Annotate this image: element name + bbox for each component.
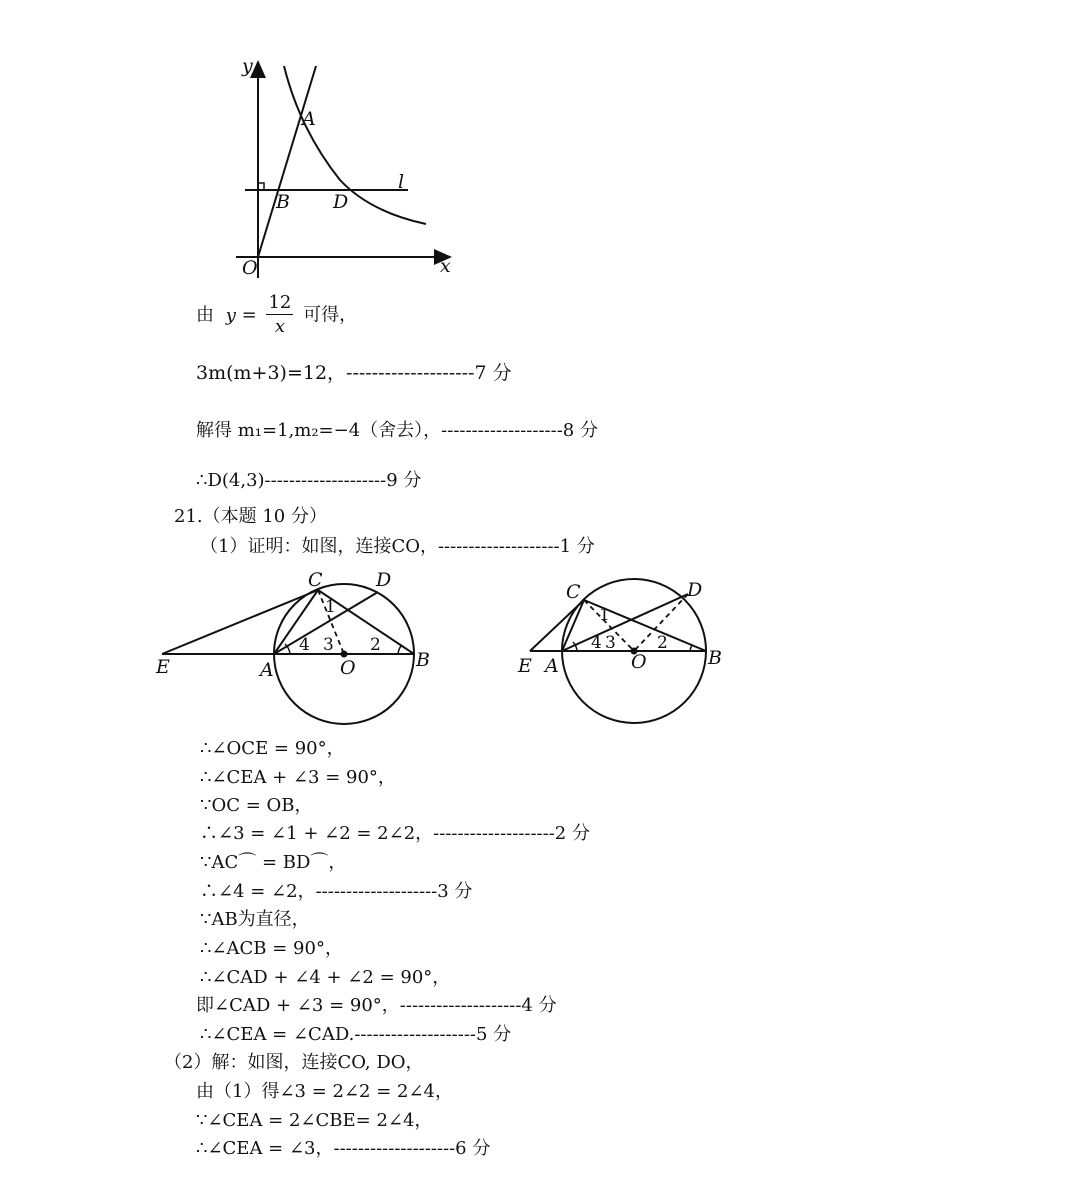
hyperbola-curve <box>284 66 426 224</box>
label-origin: O <box>242 257 258 279</box>
line-from-y-equals <box>196 292 357 339</box>
fig1-label-e: E <box>156 656 170 678</box>
proof-line-6: ∴∠4 = ∠2，--------------------3 分 <box>200 881 473 902</box>
text-can-get: 可得， <box>303 304 358 326</box>
question-21-heading: 21.（本题 10 分） <box>174 506 327 527</box>
proof-line-2: ∴∠CEA + ∠3 = 90°， <box>200 767 396 788</box>
proof-line-9: ∴∠CAD + ∠4 + ∠2 = 90°， <box>200 967 451 988</box>
fig2-angle-2: 2 <box>657 633 668 653</box>
equals-sign: = <box>241 304 257 326</box>
proof-line-3: ∵OC = OB， <box>200 795 313 816</box>
fig2-label-a: A <box>545 655 559 677</box>
fig1-label-b: B <box>416 649 430 671</box>
figure-2-circle <box>0 560 760 740</box>
label-y-axis: y <box>242 55 253 77</box>
fig1-angle-2: 2 <box>370 635 381 655</box>
solution-line-1: 由（1）得∠3 = 2∠2 = 2∠4， <box>196 1081 454 1102</box>
proof-line-10: 即∠CAD + ∠3 = 90°，--------------------4 分 <box>196 995 557 1016</box>
fraction-numerator: 12 <box>268 292 292 313</box>
fig1-angle-4: 4 <box>299 635 310 655</box>
label-x-axis: x <box>440 255 451 277</box>
proof-line-11: ∴∠CEA = ∠CAD.--------------------5 分 <box>200 1024 512 1045</box>
line-equation-3m: 3m(m+3)=12，--------------------7 分 <box>196 362 512 384</box>
coordinate-graph <box>0 0 1080 290</box>
proof-line-8: ∴∠ACB = 90°， <box>200 938 343 959</box>
fig2-label-c: C <box>566 581 581 603</box>
fig1-label-d: D <box>376 569 392 591</box>
label-line-l: l <box>398 171 405 193</box>
label-point-a: A <box>302 108 316 130</box>
fraction-denominator: x <box>274 316 285 337</box>
proof-line-4: ∴∠3 = ∠1 + ∠2 = 2∠2，--------------------2 分 <box>200 823 590 844</box>
fig1-label-o: O <box>340 657 356 679</box>
fig2-angle-4: 4 <box>591 633 602 653</box>
part-1-heading: （1）证明：如图，连接CO，--------------------1 分 <box>200 536 595 557</box>
var-y: y <box>225 304 236 326</box>
fig2-angle-3: 3 <box>605 633 616 653</box>
fraction-12-over-x <box>266 292 293 339</box>
line-therefore-d: ∴D(4,3)--------------------9 分 <box>196 470 422 491</box>
proof-line-5: ∵AC⌒ = BD⌒， <box>200 852 347 873</box>
fig1-angle-1: 1 <box>325 597 336 617</box>
label-point-b: B <box>276 191 290 213</box>
fig2-angle-1: 1 <box>599 605 610 625</box>
solution-line-2: ∵∠CEA = 2∠CBE= 2∠4， <box>196 1110 433 1131</box>
fig2-line-ec <box>530 600 584 651</box>
part-2-heading: （2）解：如图，连接CO, DO， <box>164 1052 424 1073</box>
fig2-label-e: E <box>518 655 532 677</box>
text-from: 由 <box>196 304 214 326</box>
line-solve-m: 解得 m₁=1,m₂=−4（舍去），--------------------8 分 <box>196 420 598 441</box>
fig2-label-d: D <box>687 579 703 601</box>
fig2-label-b: B <box>708 647 722 669</box>
fig1-label-c: C <box>308 569 323 591</box>
fig2-label-o: O <box>631 651 647 673</box>
solution-line-3: ∴∠CEA = ∠3，--------------------6 分 <box>196 1138 491 1159</box>
proof-line-1: ∴∠OCE = 90°， <box>200 738 345 759</box>
fig1-label-a: A <box>260 659 274 681</box>
fig1-angle-3: 3 <box>323 635 334 655</box>
proof-line-7: ∵AB为直径， <box>200 909 310 930</box>
line-oa <box>258 66 316 257</box>
label-point-d: D <box>333 191 349 213</box>
